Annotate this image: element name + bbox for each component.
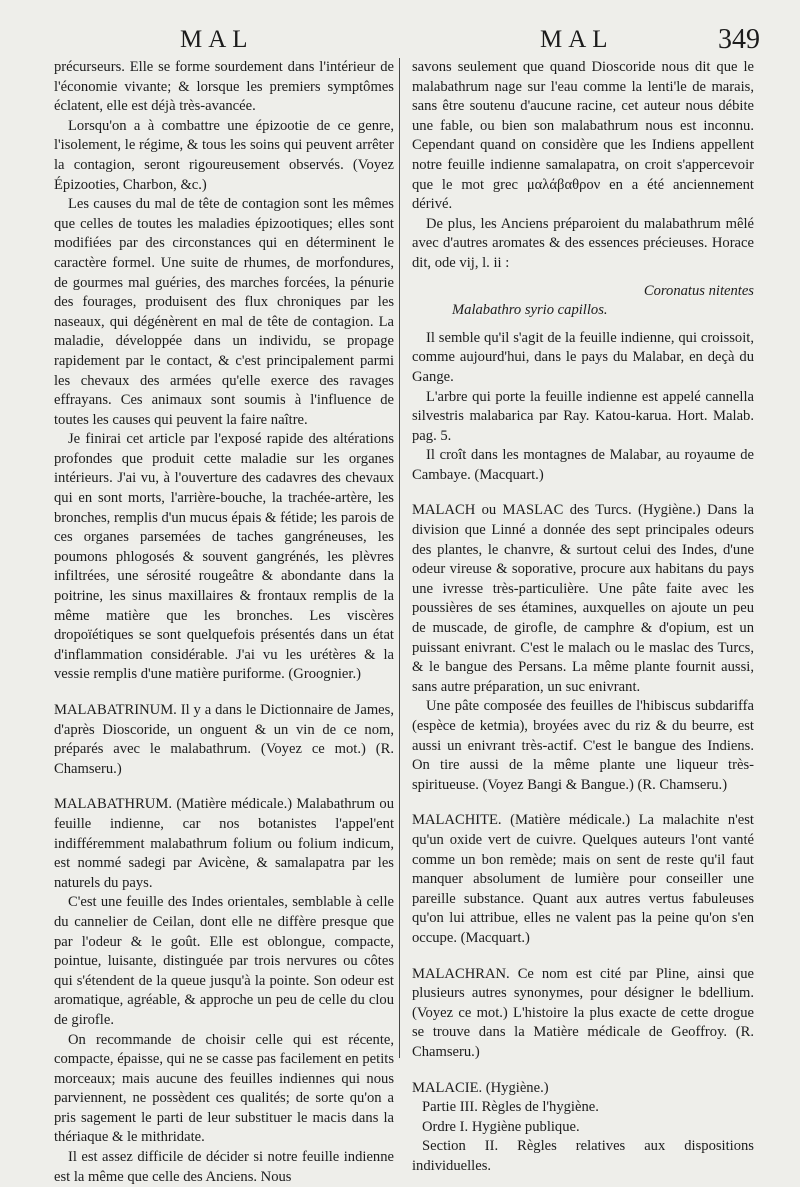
entry-malachran: MALACHRAN. Ce nom est cité par Pline, ainsi que plusieurs autres synonymes, pour désigner le bdellium. (Voyez ce mot.) L'histoire la plus exacte de cette drogue se trouve dans la Matière médicale de Geoffroy. (R. Chamseru.) (412, 965, 754, 1060)
verse-line: Malabathro syrio capillos. (452, 302, 608, 319)
paragraph: Une pâte composée des feuilles de l'hibiscus subdariffa (espèce de ketmia), broyées avec du riz & du beurre, est aussi un enivrant très-actif. C'est le bangue des Indiens. On tire aussi de la même plante une liqueur très-spiritueuse. (Voyez Bangi & Bangue.) (R. Chamseru.) (412, 698, 754, 793)
paragraph: Il est assez difficile de décider si notre feuille indienne est la même que celle des Anciens. Nous (54, 1149, 394, 1185)
paragraph: On recommande de choisir celle qui est récente, compacte, épaisse, qui ne se casse pas facilement en petits morceaux; mais aucune des feuilles indiennes qui nous parviennent, ne possèdent ces qualités; de sorte qu'on a pris sagement le parti de leur substituer le macis dans la thériaque & le mithridate. (54, 1031, 394, 1146)
column-divider (399, 58, 400, 1058)
running-head-left: MAL (180, 26, 254, 53)
paragraph: Je finirai cet article par l'exposé rapide des altérations profondes que produit cette maladie sur les organes intérieurs. J'ai vu, à l'ouverture des cadavres des chevaux qui en sont morts, l'arrière-bouche, la trachée-artère, les bronches, remplis d'un mucus épais & fétide; les parois de ces organes parsemées de taches gangréneuses, les poumons phlogosés & souvent gangrénés, les plèvres infiltrées, une sérosité rougeâtre & abondante dans la poitrine, les sinus maxillaires & frontaux remplis de la même matière que les bronches. Les viscères dropoïétiques se sont quelquefois présentés dans un état d'inflammation considérable. J'ai vu les urétères & la vessie remplis d'une matière puriforme. (Groognier.) (54, 431, 394, 683)
paragraph: Lorsqu'on a à combattre une épizootie de ce genre, l'isolement, le régime, & tous les soins qui peuvent arrêter la contagion, seront rigoureusement observés. (Voyez Épizooties, Charbon, &c.) (54, 117, 394, 193)
left-column (54, 58, 394, 1187)
paragraph: savons seulement que quand Dioscoride nous dit que le malabathrum nage sur l'eau comme la lenti'le de marais, sans être soutenu d'aucune racine, cet auteur nous débite une fable, ou bien son malabathrum nous est inconnu. Cependant quand on considère que les Indiens appellent notre feuille indienne samalapatra, on croit s'appercevoir que le mot grec μαλάβαθρον en a été anciennement dérivé. (412, 59, 754, 213)
outline-line: Section II. Règles relatives aux dispositions individuelles. (412, 1138, 754, 1174)
paragraph: Il semble qu'il s'agit de la feuille indienne, qui croissoit, comme aujourd'hui, dans le pays du Malabar, en deçà du Gange. (412, 329, 754, 385)
verse-line: Coronatus nitentes (643, 282, 754, 299)
entry-malabatrinum: MALABATRINUM. Il y a dans le Dictionnaire de James, d'après Dioscoride, un onguent & un vin de ce nom, préparés avec le malabathrum. (Voyez ce mot.) (R. Chamseru.) (54, 702, 394, 777)
paragraph: Il croît dans les montagnes de Malabar, au royaume de Cambaye. (Macquart.) (412, 447, 754, 483)
running-head (50, 22, 760, 56)
paragraph: précurseurs. Elle se forme sourdement dans l'intérieur de l'économie vivante; & lorsque les premiers symptômes éclatent, elle est déjà très-avancée. (54, 59, 394, 115)
entry-malachite: MALACHITE. (Matière médicale.) La malachite n'est qu'un oxide vert de cuivre. Quelques auteurs l'ont vanté comme un bon remède; mais on sent de reste qu'il faut manquer absolument de lumière pour conseiller une pareille substance. Quant aux autres vertus fabuleuses qu'on lui attribue, elles ne valent pas la peine qu'on s'en occupe. (Macquart.) (412, 812, 754, 946)
page-number: 349 (718, 24, 760, 55)
outline-line: Partie III. Règles de l'hygiène. (422, 1099, 599, 1116)
paragraph: Les causes du mal de tête de contagion sont les mêmes que celles de toutes les maladies épizootiques; elles sont modifiées par des circonstances qui en déterminent le caractère formel. Une suite de rhumes, de morfondures, de gourmes mal guéries, des marches forcées, la pénurie des fourages, produisent des flux chroniques par les naseaux, qui dégénèrent en mal de tête de contagion. La maladie, développée dans un individu, se propage rapidement par le contact, & c'est principalement parmi les chevaux des armées qu'elle exerce des ravages effrayans. Ces animaux sont soumis à l'influence de toutes les causes qui peuvent la faire naître. (54, 196, 394, 428)
paragraph: C'est une feuille des Indes orientales, semblable à celle du cannelier de Ceilan, dont elle ne diffère presque que par l'odeur & le goût. Elle est oblongue, compacte, pointue, luisante, distinguée par trois nervures ou côtes qui s'étendent de la queue jusqu'à la pointe. Son odeur est aromatique, agréable, & approche un peu de celle du clou de girofle. (54, 894, 394, 1028)
paragraph: De plus, les Anciens préparoient du malabathrum mêlé avec d'autres aromates & des essences précieuses. Horace dit, ode vij, l. ii : (412, 215, 754, 271)
entry-malacie: MALACIE. (Hygiène.) (412, 1079, 549, 1096)
entry-malabathrum: MALABATHRUM. (Matière médicale.) Malabathrum ou feuille indienne, car nos botanistes l'appel'ent indifféremment malabathrum folium ou folium indicum, est nommé sadegi par Avicène, & samalapatra par les naturels du pays. (54, 796, 394, 891)
running-head-right: MAL (540, 26, 614, 53)
outline-line: Ordre I. Hygiène publique. (422, 1118, 580, 1135)
paragraph: L'arbre qui porte la feuille indienne est appelé cannella silvestris malabarica par Ray. Katou-karua. Hort. Malab. pag. 5. (412, 388, 754, 444)
entry-malach: MALACH ou MASLAC des Turcs. (Hygiène.) Dans la division que Linné a donnée des sept principales odeurs des plantes, le chanvre, & surtout celui des Indes, d'une odeur vireuse & soporative, procure aux habitans du pays une ivresse très-particulière. Une pâte faite avec les poussières de ses étamines, auxquelles on ajoute un peu de muscade, de girofle, de camphre & d'opium, est un puissant enivrant. C'est le malach ou le maslac des Turcs, & le bangue des Persans. La même plante fournit aussi, sans autre préparation, un suc enivrant. (412, 502, 754, 695)
right-column (412, 58, 754, 1176)
